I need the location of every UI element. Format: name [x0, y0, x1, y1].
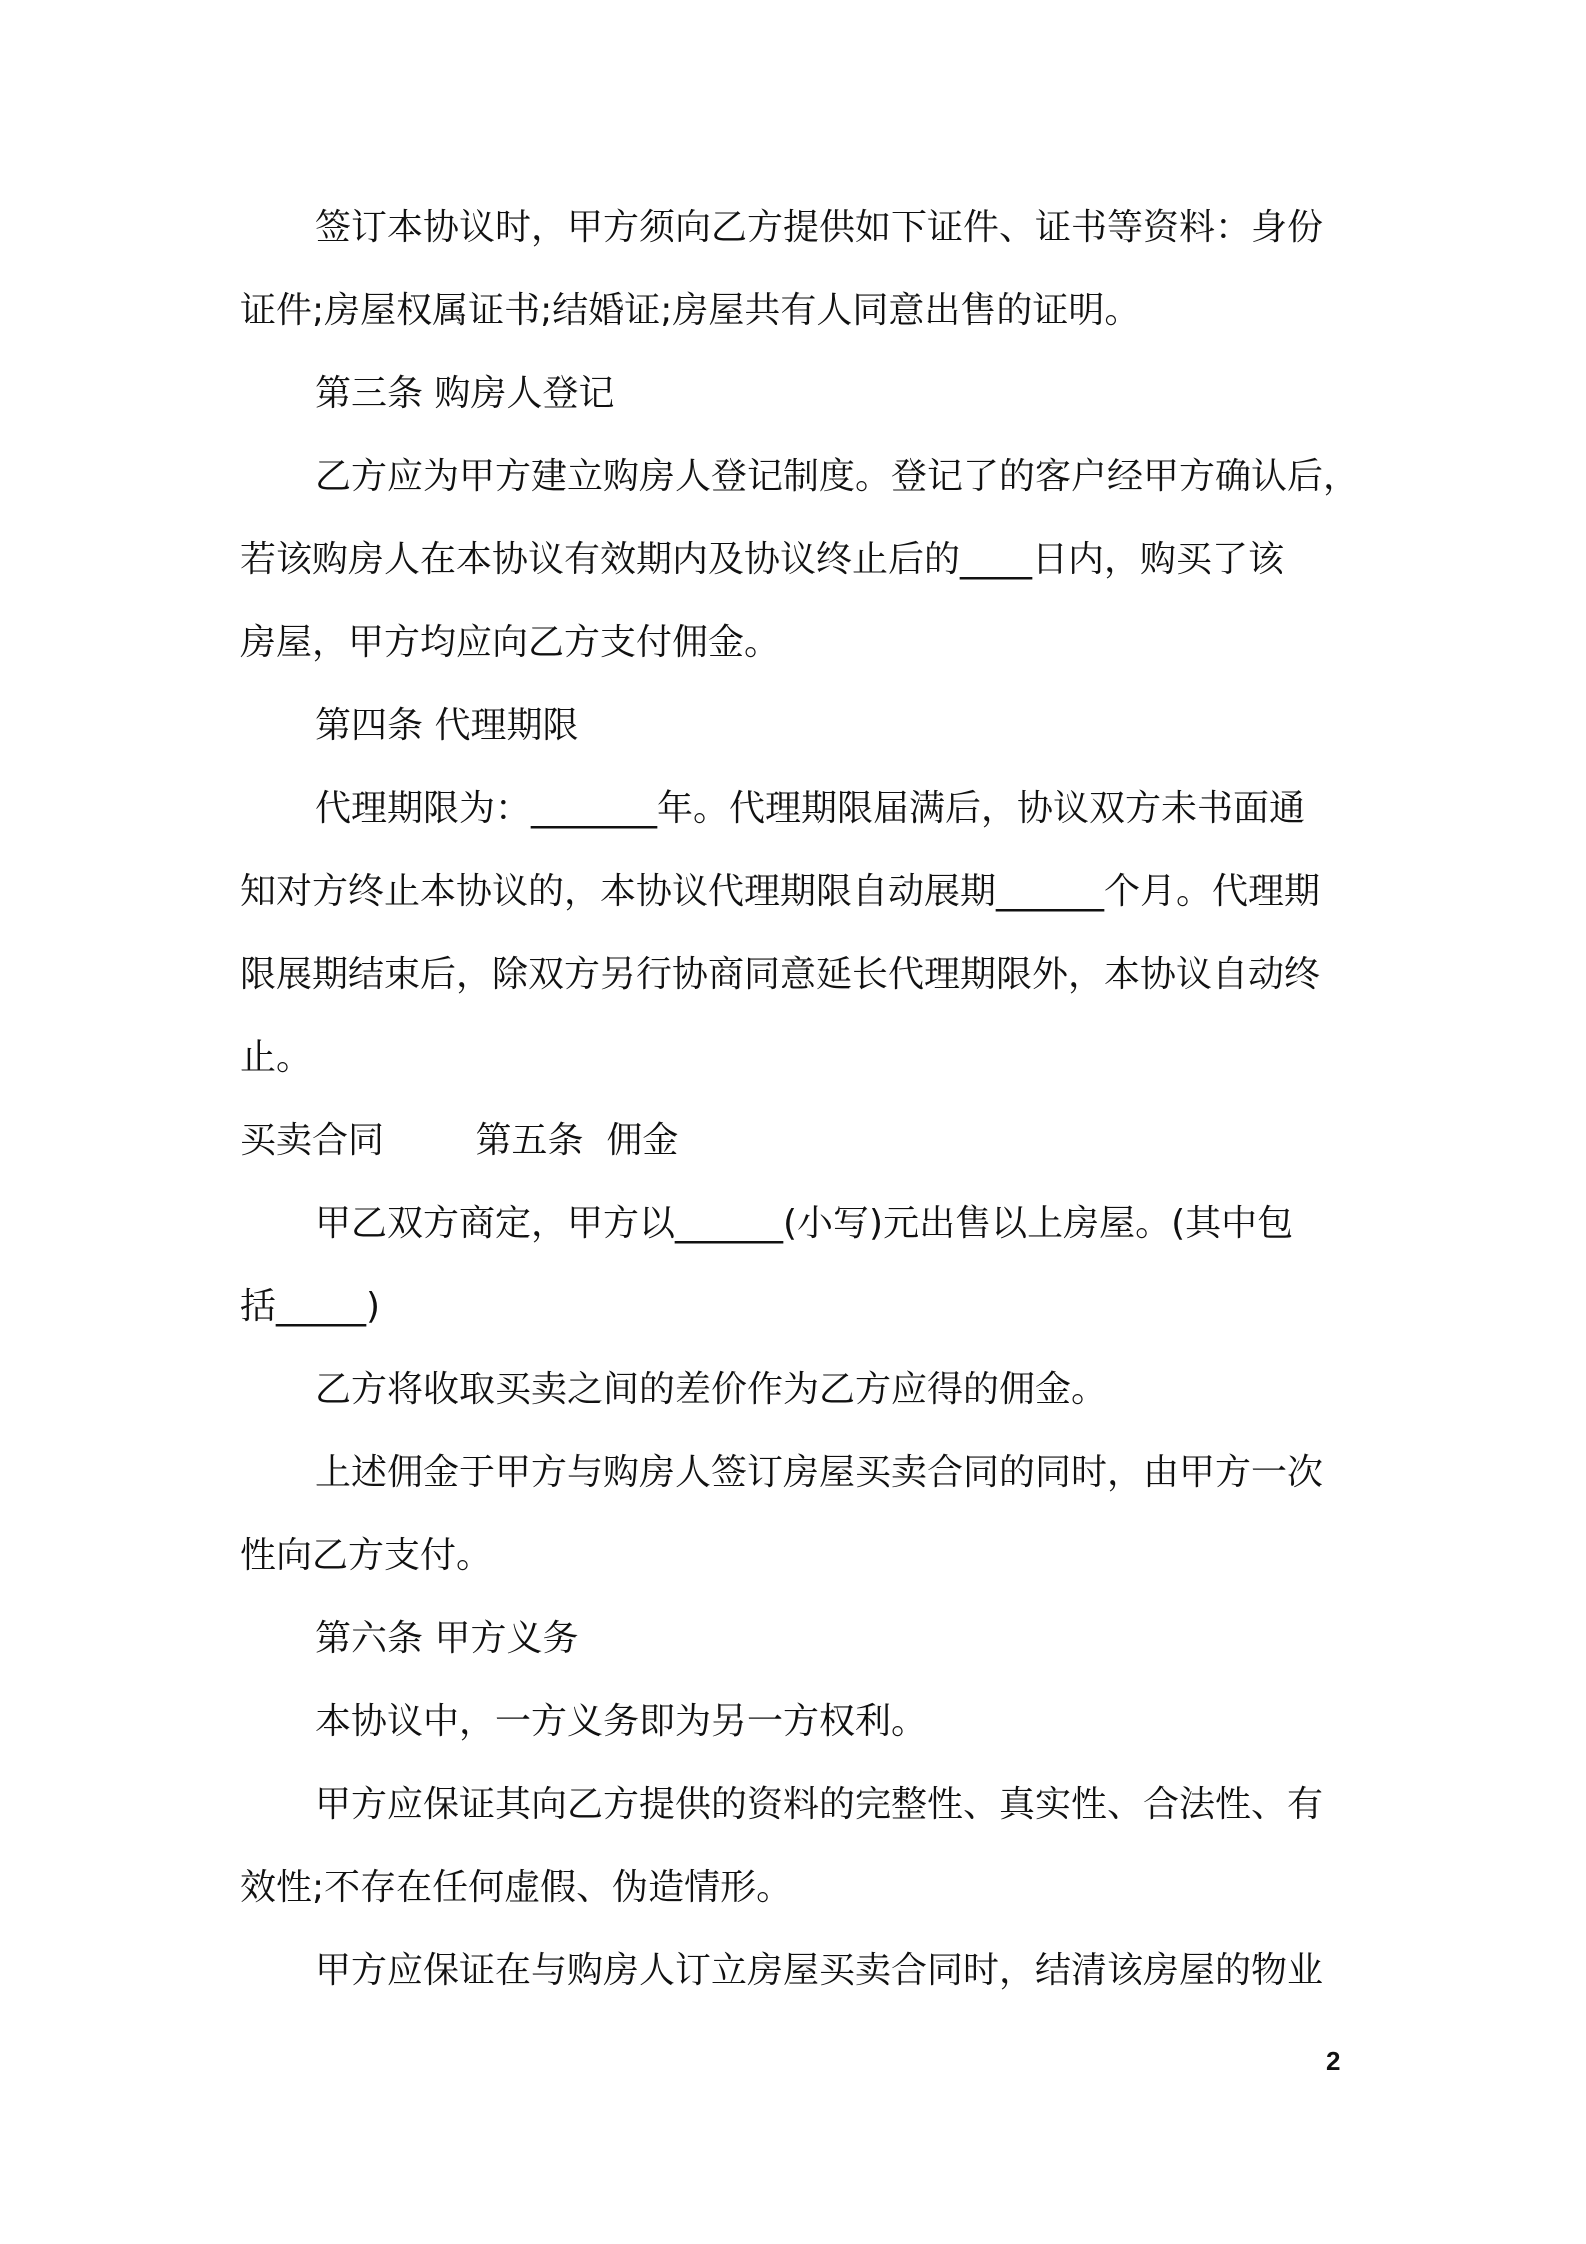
paragraph-line: 签订本协议时，甲方须向乙方提供如下证件、证书等资料：身份 — [315, 207, 1324, 248]
paragraph-line: 括_____) — [240, 1286, 381, 1327]
paragraph-line: 知对方终止本协议的，本协议代理期限自动展期______个月。代理期 — [240, 871, 1321, 912]
paragraph-line: 证件;房屋权属证书;结婚证;房屋共有人同意出售的证明。 — [240, 290, 1141, 331]
paragraph-line: 本协议中，一方义务即为另一方权利。 — [315, 1701, 928, 1742]
paragraph-line: 房屋，甲方均应向乙方支付佣金。 — [240, 622, 781, 663]
article-heading: 第三条 购房人登记 — [315, 373, 615, 414]
paragraph-line: 甲乙双方商定，甲方以______(小写)元出售以上房屋。(其中包 — [315, 1203, 1294, 1244]
paragraph-line: 效性;不存在任何虚假、伪造情形。 — [240, 1867, 793, 1908]
paragraph-line: 若该购房人在本协议有效期内及协议终止后的____日内，购买了该 — [240, 539, 1285, 580]
paragraph-line: 性向乙方支付。 — [240, 1535, 493, 1576]
paragraph-line: 甲方应保证在与购房人订立房屋买卖合同时，结清该房屋的物业 — [315, 1950, 1324, 1991]
article-heading: 第六条 甲方义务 — [315, 1618, 579, 1659]
paragraph-line: 止。 — [240, 1037, 313, 1078]
paragraph-line: 乙方将收取买卖之间的差价作为乙方应得的佣金。 — [315, 1369, 1108, 1410]
paragraph-line: 限展期结束后，除双方另行协商同意延长代理期限外，本协议自动终 — [240, 954, 1321, 995]
article-heading: 买卖合同 第五条 佣金 — [240, 1120, 679, 1161]
page-number: 2 — [1326, 2046, 1341, 2076]
paragraph-line: 代理期限为：_______年。代理期限届满后，协议双方未书面通 — [315, 788, 1306, 829]
article-heading: 第四条 代理期限 — [315, 705, 579, 746]
paragraph-line: 上述佣金于甲方与购房人签订房屋买卖合同的同时，由甲方一次 — [315, 1452, 1324, 1493]
paragraph-line: 甲方应保证其向乙方提供的资料的完整性、真实性、合法性、有 — [315, 1784, 1324, 1825]
paragraph-line: 乙方应为甲方建立购房人登记制度。登记了的客户经甲方确认后， — [315, 456, 1360, 497]
